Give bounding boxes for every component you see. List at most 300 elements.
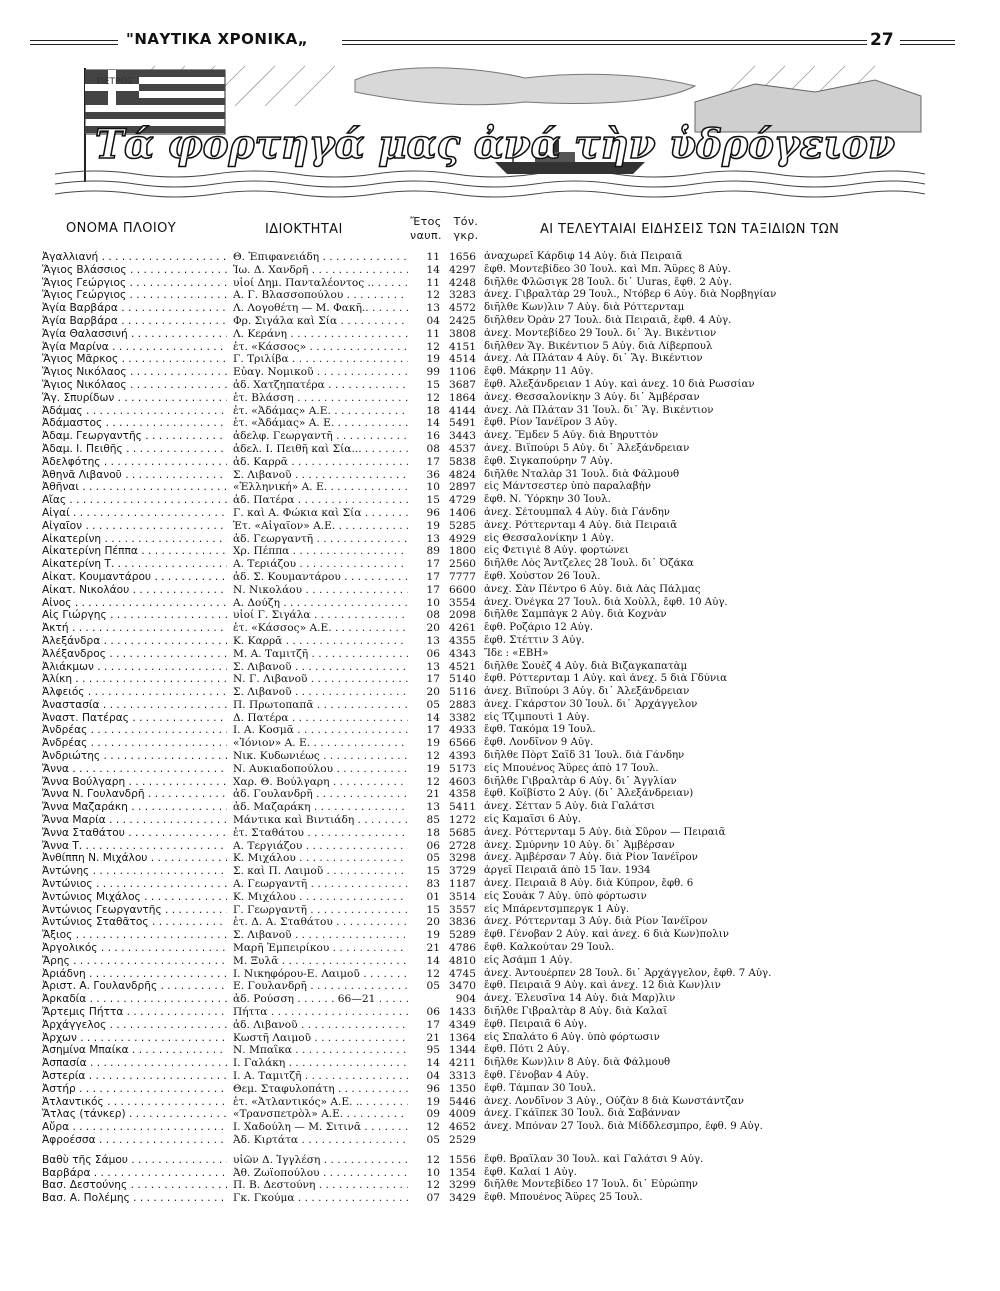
gross-tonnage: 3382 [449,711,476,724]
build-year: 17 [426,583,440,596]
voyage-news: ἀνεχ. Λὰ Πλάταν 4 Αὐγ. δι᾽ Ἅγ. Βικέντιον [484,353,703,365]
ship-owner: Κ. Καρρᾶ . . . [233,635,408,648]
gross-tonnage: 3729 [449,865,476,878]
voyage-news: ἔφθ. Μάκρην 11 Αὐγ. [484,366,594,378]
gross-tonnage: 904 [455,993,476,1006]
ship-name: Ἀλφειός . . . [42,686,227,699]
banner-lettering: Τά φορτηγά μας ἀνά τὴν ὑδρόγειον [95,121,896,168]
ship-name: Βαρβάρα . . . [42,1167,227,1180]
gross-tonnage: 3514 [449,890,476,903]
build-year: 11 [426,327,440,340]
gross-tonnage: 3836 [449,916,476,929]
voyage-news: ἀνεχ. Σὰν Πέντρο 6 Αὐγ. διὰ Λὰς Πάλμας [484,583,701,595]
gross-tonnage: 2560 [449,558,476,571]
build-year: 12 [426,775,440,788]
ship-owner: ἀδ. Λιβανοῦ . . . [233,1019,408,1032]
ship-owner: ἑτ. «Ἀδάμας» Α.Ε. . . . [233,405,408,418]
table-row [0,302,1000,315]
ship-owner: «Ἰόνιον» Α. Ε. . . . [233,737,408,750]
voyage-news: διῆλθε Γιβραλτὰρ 6 Αὐγ. δι᾽ Ἀγγλίαν [484,775,677,787]
ship-name: Ἀντώνιος Γεωργαντῆς . . . [42,904,227,917]
gross-tonnage: 7777 [449,570,476,583]
ship-name: Ἄννα Μαζαράκη . . . [42,801,227,814]
build-year: 16 [426,430,440,443]
ship-owner: Ν. Αυκιαδοπούλου . . . [233,763,408,776]
gross-tonnage: 3470 [449,980,476,993]
table-row [0,392,1000,405]
ship-name: Ἀθηνᾶ Λιβανοῦ . . . [42,469,227,482]
build-year: 96 [426,506,440,519]
voyage-news: ἀνεχ. Γιβραλτὰρ 29 Ἰουλ., Ντόβερ 6 Αὐγ. διὰ Νορβηγίαν [484,289,777,301]
ship-owner: Ι. Χαδούλη — Μ. Σιτινᾶ . . . [233,1121,408,1134]
voyage-news: ἀνεχ. Ὀνέγκα 27 Ἰουλ. διὰ Χοὺλλ, ἔφθ. 10 Αὐγ. [484,596,728,608]
ship-name: Ἅγιος Γεώργιος . . . [42,277,227,290]
column-header-news: ΑΙ ΤΕΛΕΥΤΑΙΑΙ ΕΙΔΗΣΕΙΣ ΤΩΝ ΤΑΞΙΔΙΩΝ ΤΩΝ [540,222,840,237]
voyage-news: εἰς Μάντσεστερ ὑπὸ παραλαβὴν [484,481,651,493]
voyage-news: διῆλθε Λὸς Ἄντζελες 28 Ἰουλ. δι᾽ Ὀζάκα [484,558,694,570]
ship-name: Ἄννα Τ. . . . [42,840,227,853]
gross-tonnage: 3687 [449,378,476,391]
ship-name: Ἀνδριώτης . . . [42,750,227,763]
table-row [0,443,1000,456]
ship-owner: ἑτ. «Ἀτλαντικός» Α.Ε. .. . . . [233,1096,408,1109]
gross-tonnage: 5446 [449,1095,476,1108]
build-year: 15 [426,494,440,507]
gross-tonnage: 4810 [449,954,476,967]
ship-owner: ἀδ. Γουλανδρῆ . . . [233,788,408,801]
ship-owner: Θ. Ἐπιφανειάδη . . . [233,251,408,264]
table-row [0,955,1000,968]
ship-owner: Π. Πρωτοπαπᾶ . . . [233,699,408,712]
table-row [0,251,1000,264]
voyage-news: ἔφθ. Μπουένος Ἄϋρες 25 Ἰουλ. [484,1192,643,1204]
voyage-news: ἀνεχ. Γκάϊπεκ 30 Ἰουλ. διὰ Σαβάνναν [484,1108,681,1120]
build-year: 17 [426,455,440,468]
voyage-news: ἔφθ. Ροζάριο 12 Αὐγ. [484,622,594,634]
build-year: 21 [426,942,440,955]
build-year: 18 [426,404,440,417]
gross-tonnage: 4824 [449,468,476,481]
ship-name: Ἀδελφότης . . . [42,456,227,469]
ship-owner: Σ. καὶ Π. Λαιμοῦ . . . [233,865,408,878]
table-row [0,328,1000,341]
ship-name: Ἀλιάκμων . . . [42,661,227,674]
ship-name: Ἀλεξάνδρα . . . [42,635,227,648]
year-header-bottom: ναυπ. [410,229,442,242]
table-row [0,315,1000,328]
ship-name: Βασ. Δεστούνης . . . [42,1179,227,1192]
build-year: 04 [426,1070,440,1082]
voyage-news: ἔφθ. Γένοβαν 2 Αὐγ. καὶ ἀνεχ. 6 διὰ Κων)πολιν [484,929,729,941]
voyage-news: ἀνεχ. Θεσσαλονίκην 3 Αὐγ. δι᾽ Ἀμβέρσαν [484,391,700,403]
gross-tonnage: 2425 [449,314,476,327]
gross-tonnage: 3299 [449,1179,476,1192]
ship-owner: Νικ. Κυδωνιέως . . . [233,750,408,763]
voyage-news: ἔφθ. Γένοβαν 4 Αὐγ. [484,1070,589,1081]
ship-name: Ἄτλας (τάνκερ) . . . [42,1108,227,1121]
table-row [0,750,1000,763]
table-row [0,481,1000,494]
gross-tonnage: 4349 [449,1018,476,1031]
voyage-news: ἔφθ. Ν. Ὑόρκην 30 Ἰουλ. [484,494,611,506]
ship-owner: Γ. καὶ Α. Φώκια καὶ Σία . . . [233,507,408,520]
build-year: 12 [426,391,440,404]
table-row [0,494,1000,507]
build-year: 05 [426,1133,440,1146]
build-year: 18 [426,826,440,839]
table-row [0,289,1000,302]
table-row [0,1006,1000,1019]
gross-tonnage: 5838 [449,455,476,468]
ship-name: Αἰκατερίνη Τ. . . . [42,558,227,571]
ship-owner: Θεμ. Σταφυλοπάτη . . . [233,1083,408,1096]
build-year: 10 [426,481,440,494]
build-year: 11 [426,251,440,263]
voyage-news: εἰς Θεσσαλονίκην 1 Αὐγ. [484,532,614,544]
ship-owner: Ι. Α. Κοσμᾶ . . . [233,724,408,737]
ship-owner: Ἰω. Δ. Χανδρῆ . . . [233,264,408,277]
table-row [0,686,1000,699]
ship-name: Βασ. Α. Πολέμης . . . [42,1192,227,1205]
ship-owner: ἀδελφ. Γεωργαντῆ . . . [233,430,408,443]
gross-tonnage: 3298 [449,852,476,865]
ship-name: Ἀδαμ. Γεωργαντῆς . . . [42,430,227,443]
voyage-news: ἔφθ. Στέττιν 3 Αὐγ. [484,634,585,646]
build-year: 19 [426,762,440,775]
ship-owner: Λ. Κεράνη . . . [233,328,408,341]
build-year: 13 [426,634,440,647]
gross-tonnage: 2728 [449,839,476,852]
table-row [0,1019,1000,1032]
table-row [0,609,1000,622]
voyage-news: ἀνεχ. Πειραιᾶ 8 Αὐγ. διὰ Κύπρον, ἔφθ. 6 [484,878,694,890]
build-year: 12 [426,1121,440,1134]
ship-name: Ἅγ. Σπυρίδων . . . [42,392,227,405]
build-year: 05 [426,980,440,993]
voyage-news: εἰς Μπουένος Ἄϋρες ἀπὸ 17 Ἰουλ. [484,762,659,774]
gross-tonnage: 1272 [449,814,476,827]
voyage-news: Ἴδε : «ΕΒΗ» [484,647,549,659]
table-row [0,417,1000,430]
ship-owner: Α. Δούζη . . . [233,597,408,610]
gross-tonnage: 4729 [449,494,476,507]
voyage-news: ἔφθ. Βραΐλαν 30 Ἰουλ. καὶ Γαλάτσι 9 Αὐγ. [484,1153,704,1165]
voyage-news: διῆλθε Φλῶσιγκ 28 Ἰουλ. δι᾽ Uuras, ἔφθ. 2 Αὐγ. [484,276,732,288]
ship-name: Ἅγιος Μᾶρκος . . . [42,353,227,366]
voyage-news: ἀνεχ. Βιϊπούρι 5 Αὐγ. δι᾽ Ἀλεξάνδρειαν [484,442,690,454]
column-header-owner: ΙΔΙΟΚΤΗΤΑΙ [265,222,343,237]
table-row [0,520,1000,533]
build-year: 04 [426,314,440,327]
ship-owner: Σ. Λιβανοῦ . . . [233,929,408,942]
table-row [0,405,1000,418]
voyage-news: ἀνεχ. Ἔμδεν 5 Αὐγ. διὰ Βηρυττὸν [484,430,659,442]
voyage-news: ἔφθ. Σιγκαπούρην 7 Αὐγ. [484,455,613,467]
ship-name: Ἁγία Μαρίνα . . . [42,341,227,354]
ship-owner: ἑτ. «Ἀδάμας» Α. Ε. . . . [233,417,408,430]
ship-owner: Λ. Λογοθέτη — Μ. Φακῆ.. . . . [233,302,408,315]
build-year: 17 [426,673,440,686]
build-year: 85 [426,814,440,827]
build-year: 05 [426,698,440,711]
ship-owner: ἀδ. Μαζαράκη . . . [233,801,408,814]
gross-tonnage: 2529 [449,1133,476,1146]
table-row [0,993,1000,1006]
table-row [0,430,1000,443]
table-row [0,1167,1000,1180]
tons-header-top: Τόν. [453,215,479,228]
build-year: 14 [426,1057,440,1070]
voyage-news: ἀνεχ. Μοντεβίδεο 29 Ἰουλ. δι᾽ Ἅγ. Βικέντιον [484,327,717,339]
build-year: 17 [426,570,440,583]
table-row [0,507,1000,520]
table-row [0,929,1000,942]
ship-owner: Ἑτ. «Αἰγαῖον» Α.Ε. . . . [233,520,408,533]
ship-owner: «Ἑλληνική» Α. Ε. . . . [233,481,408,494]
ship-name: Ἄρης . . . [42,955,227,968]
gross-tonnage: 4261 [449,622,476,635]
build-year: 89 [426,545,440,558]
build-year: 06 [426,839,440,852]
ship-name: Αἶνος . . . [42,597,227,610]
ship-name: Ἁγία Θαλασσινή . . . [42,328,227,341]
ship-owner: Α. Τεργιάζου . . . [233,840,408,853]
table-row [0,1096,1000,1109]
ship-name: Ἀδάμαστος . . . [42,417,227,430]
gross-tonnage: 4355 [449,634,476,647]
ship-owner: Γκ. Γκούμα . . . [233,1192,408,1205]
voyage-news: ἔφθ. Πειραιᾶ 6 Αὐγ. [484,1018,587,1030]
build-year: 15 [426,865,440,878]
voyage-news: διῆλθε Σαμπὰγκ 2 Αὐγ. διὰ Κοχνὰν [484,609,667,621]
voyage-news: εἰς Σουὰκ 7 Αὐγ. ὑπὸ φόρτωσιν [484,890,647,902]
ship-name: Ἀντώνιος Μιχάλος . . . [42,891,227,904]
build-year: 14 [426,711,440,724]
table-row [0,942,1000,955]
ship-owner: ἀδ. Καρρᾶ . . . [233,456,408,469]
ship-name: Ἄρτεμις Πήττα . . . [42,1006,227,1019]
ship-name: Ἄννα . . . [42,763,227,776]
build-year: 20 [426,686,440,699]
gross-tonnage: 1364 [449,1031,476,1044]
table-row [0,776,1000,789]
gross-tonnage: 4343 [449,647,476,660]
gross-tonnage: 4009 [449,1108,476,1121]
ship-owner: Ι. Νικηφόρου-Ε. Λαιμοῦ . . . [233,968,408,981]
table-row [0,635,1000,648]
ship-name: Ἀστήρ . . . [42,1083,227,1096]
ship-name: Ἀστερία . . . [42,1070,227,1083]
build-year: 07 [426,1192,440,1205]
ship-owner: Κ. Μιχάλου . . . [233,891,408,904]
build-year: 12 [426,1179,440,1192]
build-year: 14 [426,263,440,276]
voyage-news: ἔφθ. Ρόττερνταμ 1 Αὐγ. καὶ ἀνεχ. 5 διὰ Γδύνια [484,673,728,685]
ship-name: Ἀθῆναι . . . [42,481,227,494]
ship-name: Ἅγιος Νικόλαος . . . [42,366,227,379]
ship-owner: ἑτ. Βλάσση . . . [233,392,408,405]
page-header [30,30,960,54]
header-rule-left [30,40,118,45]
build-year: 12 [426,289,440,302]
column-header-name: ΟΝΟΜΑ ΠΛΟΙΟΥ [66,221,177,236]
voyage-news: ἔφθ. Τακόμα 19 Ἰουλ. [484,724,596,736]
gross-tonnage: 4933 [449,724,476,737]
voyage-news: διῆλθε Σουὲζ 4 Αὐγ. διὰ Βιζαγκαπατὰμ [484,660,688,672]
ship-owner: Γ. Τριλίβα . . . [233,353,408,366]
ship-name: Ἄννα Μαρία . . . [42,814,227,827]
build-year: 36 [426,468,440,481]
gross-tonnage: 4514 [449,353,476,366]
ship-name: Ἀγαλλιανή . . . [42,251,227,264]
ship-name: Ἀτλαντικός . . . [42,1096,227,1109]
header-rule-middle [342,40,867,45]
ship-name: Ἀντώνης . . . [42,865,227,878]
ship-name: Ἀντώνιος Σταθᾶτος . . . [42,916,227,929]
gross-tonnage: 4393 [449,750,476,763]
build-year: 11 [426,276,440,289]
build-year: 83 [426,878,440,891]
tons-header-bottom: γκρ. [453,229,479,242]
voyage-news: ἀνεχ. Σμύρνην 10 Αὐγ. δι᾽ Ἀμβέρσαν [484,839,675,851]
gross-tonnage: 3283 [449,289,476,302]
build-year: 21 [426,1031,440,1044]
ship-name: Ἀνδρέας . . . [42,737,227,750]
ship-name: Ἀρχων . . . [42,1032,227,1045]
voyage-news: ἀνεχ. Ἐλευσῖνα 14 Αὐγ. διὰ Μαρ)λιν [484,993,676,1005]
gross-tonnage: 5140 [449,673,476,686]
ship-owner: Ν. Νικολάου . . . [233,584,408,597]
voyage-news: διῆλθε Νταλὰρ 31 Ἰουλ. διὰ Φάλμουθ [484,468,680,480]
gross-tonnage: 1800 [449,545,476,558]
table-row [0,763,1000,776]
table-row [0,366,1000,379]
ship-owner: «Τρανσπετρὸλ» Α.Ε. . . . [233,1108,408,1121]
ship-name: Αἰκατ. Κουμαντάρου . . . [42,571,227,584]
illustrated-banner [55,62,925,204]
gross-tonnage: 3443 [449,430,476,443]
table-row [0,277,1000,290]
build-year: 17 [426,724,440,737]
ship-owner: Α. Γεωργαντῆ . . . [233,878,408,891]
voyage-news: ἔφθ. Μοντεβίδεο 30 Ἰουλ. καὶ Μπ. Ἄϋρες 8 Αὐγ. [484,263,731,275]
ship-owner: Κ. Μιχάλου . . . [233,852,408,865]
voyage-news: ἀνεχ. Γκάρστον 30 Ἰουλ. δι᾽ Ἀρχάγγελον [484,698,698,710]
ship-name: Αἷς Γιώργης . . . [42,609,227,622]
voyage-news: ἀνεχ. Ἀντουέρπεν 28 Ἰουλ. δι᾽ Ἀρχάγγελον, ἔφθ. 7 Αὐγ. [484,967,772,979]
table-row [0,584,1000,597]
gross-tonnage: 4603 [449,775,476,788]
voyage-news: εἰς Φετιγιὲ 8 Αὐγ. φορτώνει [484,545,629,557]
ship-owner: υἱῶν Δ. Ἰγγλέση . . . [233,1154,408,1167]
table-row [0,1192,1000,1205]
gross-tonnage: 5285 [449,519,476,532]
ship-owner: Α. Τεριάζου . . . [233,558,408,571]
ship-name: Ἁγία Βαρβάρα . . . [42,315,227,328]
ship-name: Ἀνδρέας . . . [42,724,227,737]
ship-owner: Πήττα . . . [233,1006,408,1019]
table-row [0,788,1000,801]
year-header-top: Ἔτος [410,215,442,228]
ship-owner: Μάντικα καὶ Βιντιάδη . . . [233,814,408,827]
ship-name: Ἄξιος . . . [42,929,227,942]
voyage-news: διῆλθεν Ὀρὰν 27 Ἰουλ. διὰ Πειραιᾶ, ἔφθ. 4 Αὐγ. [484,314,732,326]
gross-tonnage: 5685 [449,826,476,839]
ship-owner: Εὐαγ. Νομικοῦ . . . [233,366,408,379]
column-header-tons [450,215,482,243]
ship-owner: Σ. Λιβανοῦ . . . [233,661,408,674]
ship-owner: ἑτ. «Κάσσος» Α.Ε. . . . [233,622,408,635]
voyage-news: ἀνεχ. Βιϊπούρι 3 Αὐγ. δι᾽ Ἀλεξάνδρειαν [484,686,690,698]
build-year: 99 [426,366,440,379]
table-row [0,1154,1000,1167]
build-year: 95 [426,1044,440,1057]
ship-name: Βαθὺ τῆς Σάμου . . . [42,1154,227,1167]
ship-owner: ἀδ. Σ. Κουμαντάρου . . . [233,571,408,584]
ship-owner: υἱοί Δημ. Πανταλέοντος .. . . . [233,277,408,290]
table-row [0,622,1000,635]
build-year: 14 [426,954,440,967]
ship-owner: Γ. Γεωργαντῆ . . . [233,904,408,917]
voyage-news: διῆλθε Κων)λιν 7 Αὐγ. διὰ Ρόττερνταμ [484,302,685,314]
table-row [0,1179,1000,1192]
ship-name: Ἀλίκη . . . [42,673,227,686]
table-row [0,341,1000,354]
voyage-news: εἰς Τζιμπουτὶ 1 Αὐγ. [484,711,590,723]
gross-tonnage: 1656 [449,251,476,263]
table-row [0,379,1000,392]
gross-tonnage: 1433 [449,1006,476,1019]
table-row [0,571,1000,584]
ship-name: Ἅγιος Γεώργιος . . . [42,289,227,302]
artist-signature: ΠΕΤΡΟΣ [97,77,134,87]
ship-name: Ἀνθίππη Ν. Μιχάλου . . . [42,852,227,865]
table-row [0,878,1000,891]
build-year: 12 [426,967,440,980]
ship-list [0,251,1000,1205]
table-row [0,724,1000,737]
table-row [0,1083,1000,1096]
voyage-news: εἰς Μπάρεντσμπεργκ 1 Αὐγ. [484,903,630,915]
ship-name: Ἅγιος Νικόλαος . . . [42,379,227,392]
build-year: 19 [426,353,440,366]
gross-tonnage: 4537 [449,442,476,455]
build-year: 08 [426,442,440,455]
build-year: 13 [426,801,440,814]
section-gap [0,1147,1000,1154]
table-row [0,1108,1000,1121]
voyage-news: ἀναχωρεῖ Κάρδιφ 14 Αὐγ. διὰ Πειραιᾶ [484,251,683,262]
ship-owner: Π. Β. Δεστούνη . . . [233,1179,408,1192]
voyage-news: ἀνεχ. Ρόττερνταμ 5 Αὐγ. διὰ Σῦρον — Πειραιᾶ [484,826,726,838]
voyage-news: ἔφθ. Πότι 2 Αὐγ. [484,1044,570,1056]
build-year: 10 [426,1166,440,1179]
ship-owner: Ν. Γ. Λιβανοῦ . . . [233,673,408,686]
ship-name: Αἴας . . . [42,494,227,507]
ship-name: Ἀλέξανδρος . . . [42,648,227,661]
build-year: 06 [426,1006,440,1019]
table-row [0,827,1000,840]
table-row [0,353,1000,366]
gross-tonnage: 4358 [449,788,476,801]
ship-name: Ἄννα Βούλγαρη . . . [42,776,227,789]
ship-name: Ἁγία Βαρβάρα . . . [42,302,227,315]
gross-tonnage: 3313 [449,1070,476,1082]
table-row [0,865,1000,878]
build-year: 12 [426,340,440,353]
gross-tonnage: 4572 [449,302,476,315]
gross-tonnage: 1350 [449,1082,476,1095]
